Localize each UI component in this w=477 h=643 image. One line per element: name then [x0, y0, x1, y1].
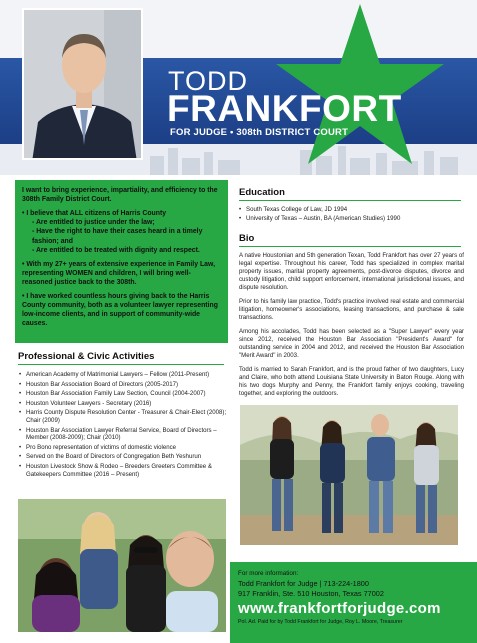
- header-banner: [0, 0, 477, 175]
- intro-statement-box: [15, 180, 228, 343]
- intro-belief-item: - Are entitled to justice under the law;: [32, 219, 155, 227]
- list-item: • American Academy of Matrimonial Lawyers – Fellow (2011-Present): [18, 371, 228, 379]
- list-item: • Houston Bar Association Family Law Section, Council (2004-2007): [18, 390, 228, 398]
- list-item: • University of Texas – Austin, BA (American Studies) 1990: [239, 215, 464, 224]
- bio-text: [239, 252, 464, 405]
- intro-belief-lead: • I believe that ALL citizens of Harris County: [22, 210, 167, 218]
- list-item: • Pro Bono representation of victims of domestic violence: [18, 444, 228, 452]
- list-item: • Served on the Board of Directors of Congregation Beth Yeshurun: [18, 453, 228, 461]
- candidate-subtitle: FOR JUDGE • 308th DISTRICT COURT: [170, 127, 349, 138]
- bio-divider: [239, 246, 461, 247]
- intro-belief-item: - Have the right to have their cases heard in a timely fashion; and: [32, 228, 203, 245]
- star-icon: [275, 4, 445, 166]
- bio-paragraph: Among his accolades, Todd has been selected as a "Super Lawyer" every year since 2012, received the Houston Bar Association "President's Award" for outstanding service in 2004 and 2012, and received the Houston Bar Association "Merit Award" in 2003.: [239, 328, 464, 360]
- supporters-selfie-photo: [18, 499, 226, 632]
- list-item: • Houston Volunteer Lawyers - Secretary (2016): [18, 400, 228, 408]
- intro-paragraph-2: [22, 209, 221, 218]
- candidate-headshot: [22, 8, 143, 160]
- bio-paragraph: Todd is married to Sarah Frankfort, and is the proud father of two daughters, Lucy and Claire, who both attend Louisiana State University in Baton Rouge. Along with his two dogs Murphy and Penny, the Frankfort family enjoys cooking, traveling together, and exploring the outdoors.: [239, 366, 464, 398]
- website-link[interactable]: www.frankfortforjudge.com: [238, 600, 441, 617]
- activities-heading: Professional & Civic Activities: [18, 351, 155, 362]
- contact-address: 917 Franklin, Ste. 510 Houston, Texas 77002: [238, 589, 384, 598]
- education-heading: Education: [239, 187, 285, 198]
- intro-paragraph-1: I want to bring experience, impartiality, and efficiency to the 308th Family District Court.: [22, 187, 218, 204]
- list-item: • Houston Livestock Show & Rodeo – Breeders Greeters Committee & Gatekeepers Committee (2016 – Present): [18, 463, 228, 479]
- intro-paragraph-4: • I have worked countless hours giving back to the Harris County community, both as a volunteer lawyer representing low-income clients, and in support of community-wide causes.: [22, 293, 218, 328]
- paid-disclaimer: Pol. Ad. Paid for by Todd Frankfort for Judge, Roy L. Moore, Treasurer: [238, 619, 403, 625]
- list-item: • Harris County Dispute Resolution Center - Treasurer & Chair-Elect (2008); Chair (2009): [18, 409, 228, 425]
- family-photo: [240, 405, 458, 545]
- intro-paragraph-3: • With my 27+ years of extensive experience in Family Law, representing WOMEN and children, I will bring well-reasoned justice back to the 308th.: [22, 260, 216, 286]
- candidate-first-name: TODD: [168, 66, 249, 96]
- list-item: • South Texas College of Law, JD 1994: [239, 206, 464, 215]
- candidate-last-name: FRANKFORT: [167, 88, 402, 129]
- list-item: • Houston Bar Association Board of Directors (2005-2017): [18, 381, 228, 389]
- contact-label: For more information:: [238, 570, 299, 577]
- activities-divider: [18, 364, 224, 365]
- contact-name-phone: Todd Frankfort for Judge | 713-224-1800: [238, 579, 369, 588]
- bio-paragraph: A native Houstonian and 5th generation Texan, Todd Frankfort has over 27 years of legal expertise. Throughout his career, Todd has specialized in complex marital property issues, marital property agreements, post-divorce disputes, divorce and custody litigation, child support enforcement, international jurisdictional issues, and dispute resolution.: [239, 252, 464, 292]
- education-divider: [239, 200, 461, 201]
- contact-footer: [230, 562, 477, 643]
- intro-belief-item: - Are entitled to be treated with dignity and respect.: [32, 246, 200, 254]
- activities-list: [18, 371, 228, 480]
- bio-heading: Bio: [239, 233, 255, 244]
- bio-paragraph: Prior to his family law practice, Todd's practice involved real estate and commercial litigation, homeowner's associations, leasing transactions, and purchase & sale transactions.: [239, 298, 464, 322]
- education-list: [239, 206, 464, 223]
- list-item: • Houston Bar Association Lawyer Referral Service, Board of Directors – Member (2008-2009); Chair (2010): [18, 427, 228, 443]
